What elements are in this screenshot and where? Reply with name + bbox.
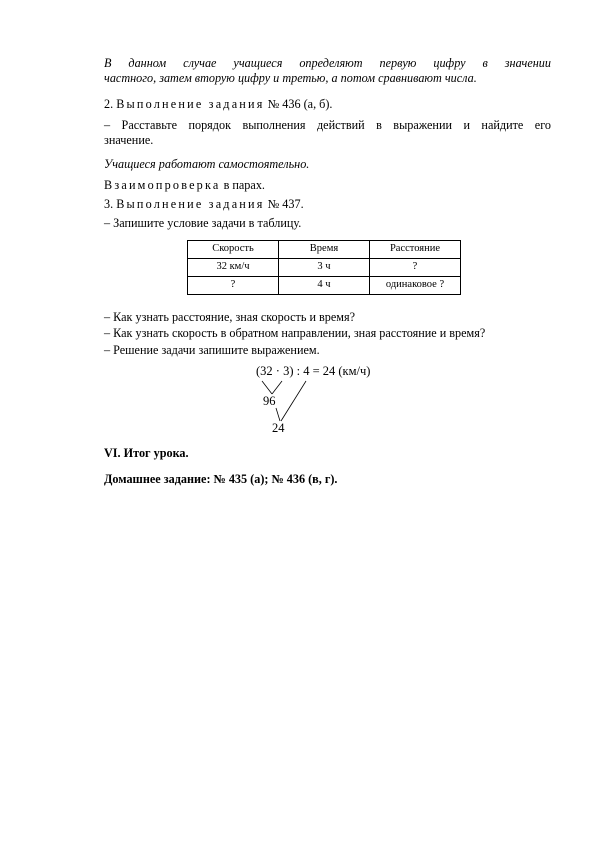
tree-line <box>272 381 282 394</box>
tree-line <box>276 408 280 421</box>
table-cell: 4 ч <box>279 277 370 295</box>
explanation-line-1: В данном случае учащиеся определяют первую цифру в значении <box>104 56 551 70</box>
question-distance: – Как узнать расстояние, зная скорость и время? <box>104 310 356 324</box>
mutual-check-suffix: в парах. <box>223 178 265 192</box>
paragraph-explanation <box>104 56 551 85</box>
table-cell: 3 ч <box>279 259 370 277</box>
task-3-reference: № 437. <box>267 197 304 211</box>
task-2-spaced-title: Выполнение задания <box>116 97 265 111</box>
solution-expression: (32 · 3) : 4 = 24 (км/ч) <box>256 364 371 378</box>
tree-line <box>262 381 272 394</box>
task-2-instruction-line-1: – Расставьте порядок выполнения действий в выражении и найдите его <box>104 118 551 132</box>
tree-line <box>281 381 306 421</box>
independent-work-note: Учащиеся работают самостоятельно. <box>104 157 310 171</box>
question-speed: – Как узнать скорость в обратном направлении, зная расстояние и время? <box>104 326 486 340</box>
task-2-reference: № 436 (а, б). <box>267 97 333 111</box>
task-3-spaced-title: Выполнение задания <box>116 197 265 211</box>
task-2-instruction-line-2: значение. <box>104 132 154 147</box>
intermediate-result: 96 <box>263 394 276 408</box>
condition-table <box>187 240 461 295</box>
table-header-cell: Время <box>279 241 370 259</box>
table-header-cell: Расстояние <box>370 241 461 259</box>
explanation-line-2: частного, затем вторую цифру и третью, а потом сравнивают числа. <box>104 70 477 85</box>
table-cell: 32 км/ч <box>188 259 279 277</box>
task-2-number: 2. <box>104 97 114 111</box>
table-cell: одинаковое ? <box>370 277 461 295</box>
table-cell: ? <box>188 277 279 295</box>
task-3-instruction: – Запишите условие задачи в таблицу. <box>104 216 302 230</box>
table-header-row <box>188 241 461 259</box>
mutual-check-spaced: Взаимопроверка <box>104 178 221 192</box>
final-result: 24 <box>272 421 285 435</box>
task-3-number: 3. <box>104 197 114 211</box>
summary-heading: VI. Итог урока. <box>104 446 189 460</box>
task-2-instruction <box>104 118 551 147</box>
table-header-cell: Скорость <box>188 241 279 259</box>
task-2-heading <box>104 97 551 112</box>
task-3-heading <box>104 197 551 212</box>
question-expression: – Решение задачи запишите выражением. <box>104 343 320 357</box>
homework-line: Домашнее задание: № 435 (а); № 436 (в, г). <box>104 472 338 486</box>
mutual-check-line <box>104 178 551 193</box>
table-cell: ? <box>370 259 461 277</box>
table-row <box>188 277 461 295</box>
table-row <box>188 259 461 277</box>
